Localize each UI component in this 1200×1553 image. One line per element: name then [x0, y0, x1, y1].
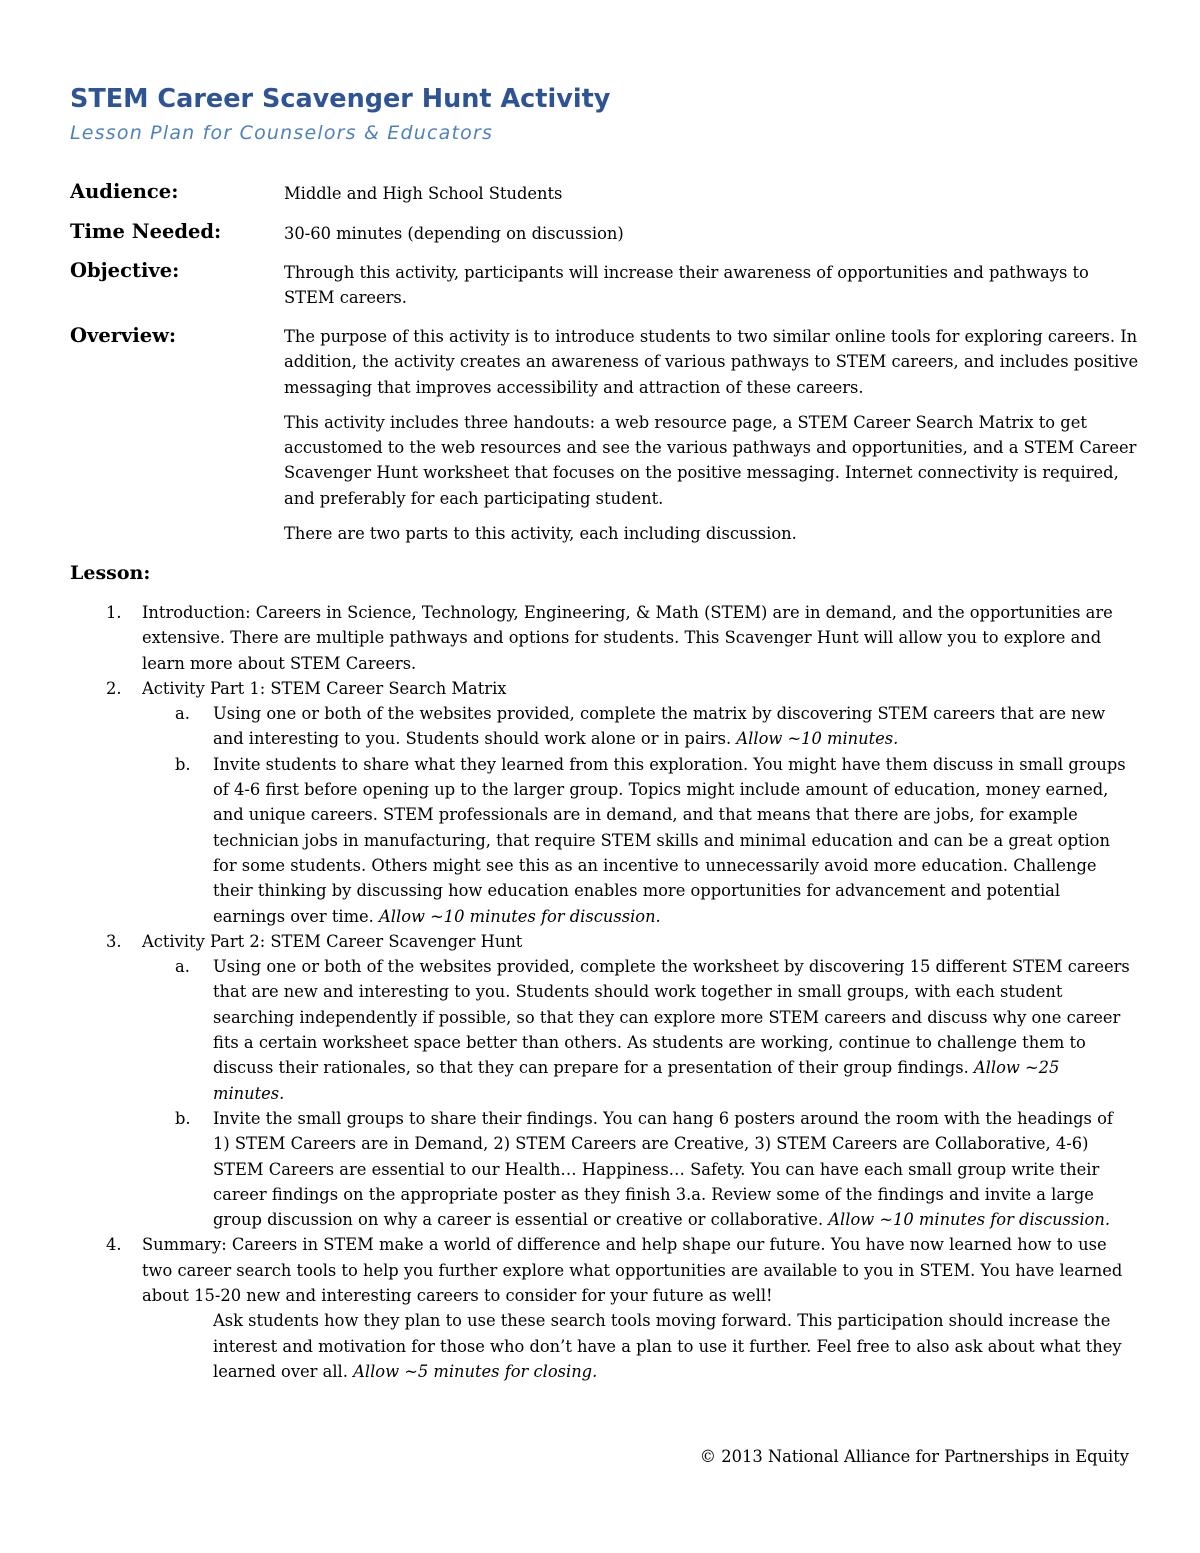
step-extra-text — [213, 1308, 1133, 1384]
sub-step-text — [213, 701, 1133, 752]
sub-step-text — [213, 1106, 1133, 1232]
sub-step-letter: b. — [175, 1108, 191, 1128]
copyright-footer: © 2013 National Alliance for Partnerships in Equity — [699, 1447, 1129, 1466]
audience-value: Middle and High School Students — [284, 184, 563, 203]
overview-paragraph: This activity includes three handouts: a web resource page, a STEM Career Search Matrix to get accustomed to the web resources and see the various pathways and opportunities, and a STEM Career Scavenger Hunt worksheet that focuses on the positive messaging. Internet connectivity is required, and preferably for each participating student. — [284, 412, 1137, 508]
step-text: Activity Part 1: STEM Career Search Matrix — [142, 678, 507, 698]
step-number: 3. — [106, 931, 122, 951]
step-text: Introduction: Careers in Science, Technology, Engineering, & Math (STEM) are in demand, and the opportunities are extensive. There are multiple pathways and options for students. This Scavenger Hunt will allow you to explore and learn more about STEM Careers. — [142, 603, 1113, 673]
step-text: Summary: Careers in STEM make a world of difference and help shape our future. You have now learned how to use two career search tools to help you further explore what opportunities are available to you in STEM. You have learned about 15-20 new and interesting careers to consider for your future as well! — [142, 1235, 1123, 1306]
lesson-step — [0, 676, 1200, 701]
overview-paragraph: There are two parts to this activity, each including discussion. — [284, 524, 797, 544]
sub-step-letter: b. — [175, 754, 191, 774]
sub-step-body: Invite students to share what they learned from this exploration. You might have them discuss in small groups of 4-6 first before opening up to the larger group. Topics might include amount of education, money earned, and unique careers. STEM professionals are in demand, and that means that there are jobs, for example technician jobs in manufacturing, that require STEM skills and minimal education and can be a great option for some students. Others might see this as an incentive to unnecessarily avoid more education. Challenge their thinking by discussing how education enables more opportunities for advancement and potential earnings over time. — [213, 754, 1126, 926]
sub-step — [0, 1106, 1200, 1232]
overview-body — [284, 324, 1144, 556]
time-needed-value: 30-60 minutes (depending on discussion) — [284, 224, 624, 243]
time-note: Allow ~25 minutes. — [213, 1058, 1060, 1103]
sub-step — [0, 701, 1200, 752]
objective-label: Objective: — [70, 259, 180, 282]
sub-step-body: Using one or both of the websites provided, complete the worksheet by discovering 15 different STEM careers that are new and interesting to you. Students should work together in small groups, with each student searching independently if possible, so that they can explore more STEM careers and discuss why one career fits a certain worksheet space better than others. As students are working, continue to challenge them to discuss their rationales, so that they can prepare for a presentation of their group findings. — [213, 957, 1130, 1078]
time-note: Allow ~10 minutes. — [736, 729, 899, 749]
time-needed-label: Time Needed: — [70, 220, 222, 243]
lesson-step — [0, 1232, 1200, 1384]
sub-step — [0, 752, 1200, 929]
page-title: STEM Career Scavenger Hunt Activity — [70, 84, 611, 114]
lesson-step — [0, 929, 1200, 954]
lesson-step — [0, 600, 1200, 676]
overview-paragraph: The purpose of this activity is to introduce students to two similar online tools for exploring careers. In addition, the activity creates an awareness of various pathways to STEM careers, and includes positive messaging that improves accessibility and attraction of these careers. — [284, 327, 1139, 397]
sub-step-text — [213, 752, 1133, 929]
time-note: Allow ~10 minutes for discussion. — [828, 1210, 1110, 1230]
lesson-steps — [0, 600, 1200, 1384]
audience-label: Audience: — [70, 180, 179, 203]
step-number: 4. — [106, 1235, 122, 1255]
step-number: 1. — [106, 603, 122, 622]
sub-step — [0, 954, 1200, 1106]
step-number: 2. — [106, 678, 122, 698]
step-text: Activity Part 2: STEM Career Scavenger Hunt — [142, 931, 523, 951]
sub-step-body: Invite the small groups to share their findings. You can hang 6 posters around the room with the headings of 1) STEM Careers are in Demand, 2) STEM Careers are Creative, 3) STEM Careers are Collaborative, 4-6) STEM Careers are essential to our Health… Happiness… Safety. You can have each small group write their career findings on the appropriate poster as they finish 3.a. Review some of the findings and invite a large group discussion on why a career is essential or creative or collaborative. — [213, 1108, 1113, 1230]
step-extra-body: Ask students how they plan to use these search tools moving forward. This participation should increase the interest and motivation for those who don’t have a plan to use it further. Feel free to also ask about what they learned over all. — [213, 1311, 1122, 1381]
lesson-label: Lesson: — [70, 562, 151, 584]
sub-step-text — [213, 954, 1133, 1106]
sub-step-letter: a. — [175, 957, 190, 977]
overview-label: Overview: — [70, 324, 177, 347]
time-note: Allow ~5 minutes for closing. — [353, 1361, 598, 1381]
sub-step-body: Using one or both of the websites provided, complete the matrix by discovering STEM careers that are new and interesting to you. Students should work alone or in pairs. — [213, 704, 1106, 749]
page-subtitle: Lesson Plan for Counselors & Educators — [70, 122, 494, 144]
objective-value: Through this activity, participants will increase their awareness of opportunities and pathways to STEM careers. — [284, 263, 1089, 308]
sub-step-letter: a. — [175, 704, 190, 724]
time-note: Allow ~10 minutes for discussion. — [379, 906, 661, 926]
